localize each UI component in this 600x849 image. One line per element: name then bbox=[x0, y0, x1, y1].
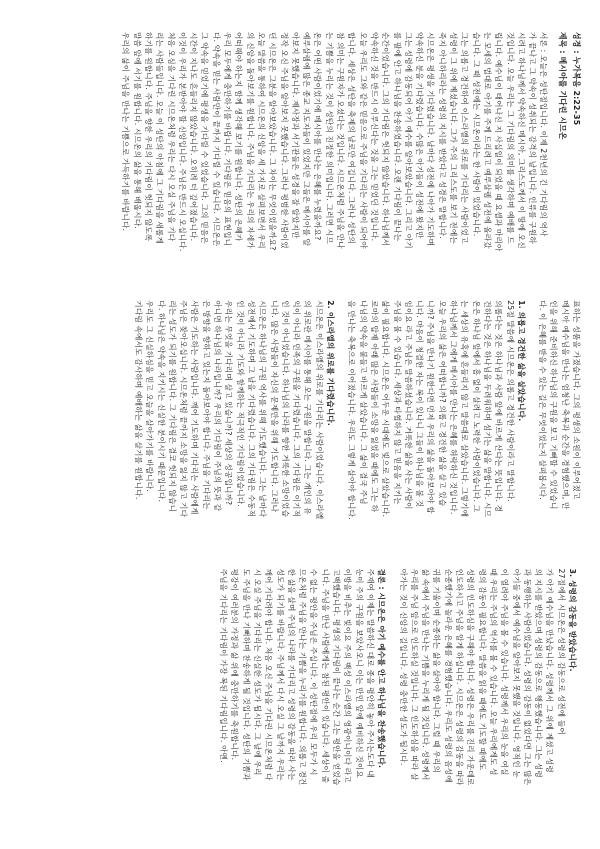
text-line: 오늘 우리의 삶은 어떠합니까? 의롭고 경건한 삶을 살고 있습 bbox=[437, 300, 447, 507]
text-line: 가 끝나고 그 약속이 성취되는 감격의 날입니다. 인류를 구원하 bbox=[528, 32, 538, 244]
text-line: 는 기쁨을 누리는 것이 성탄의 진정한 의미입니다. 그러면 시므 bbox=[324, 32, 334, 244]
text-line: 을 만나는 축복으로 이어졌습니다. 우리도 그렇게 살아야 합니다. bbox=[347, 300, 357, 520]
column-1 bbox=[14, 22, 582, 290]
text-line: 도 주님을 만나 기뻐하며 찬송하게 될 것입니다. 성탄의 기쁨과 bbox=[241, 568, 251, 781]
text-line: 약속하신 것을 반드시 이루신다는 것을 그는 믿었던 것입니다. bbox=[369, 32, 379, 242]
text-line: 아기들 중에서 예수님을 알아보지 못했을 것입니다. 영적인 눈 bbox=[511, 568, 521, 778]
sermon-title: 제목 : 메시아를 기다린 시므온 bbox=[557, 32, 567, 140]
text-line: 것입니다. 오늘 우리는 그 기다림의 의미를 생각하며 예배를 드 bbox=[505, 32, 515, 244]
text-line: 하기를 원합니다. 주님을 향한 우리의 기다림이 헛되지 않도록 bbox=[144, 32, 154, 242]
column-2 bbox=[14, 290, 582, 558]
text-line: 온은 하나님 앞에서 흠 없이 살려고 노력한 사람이었습니다. 그 bbox=[471, 300, 481, 513]
text-line: 의롭다는 것은 하나님과 사람 앞에 바르게 산다는 뜻입니다. 경 bbox=[494, 300, 504, 513]
text-line: 처음 오심을 기다린 시므온처럼 우리는 다시 오실 주님을 기다 bbox=[166, 32, 176, 242]
text-line: 우리도 그 신실하심을 믿고 오늘을 살아가기를 바랍니다. bbox=[145, 300, 155, 492]
paragraph-gap bbox=[531, 300, 537, 548]
text-line: 시려고 하나님께서 약속하신 메시아, 그리스도께서 이 땅에 오신 bbox=[516, 32, 526, 249]
text-line: 리는 성도가 되기를 원합니다. 그 기다림은 결코 헛되지 않습니 bbox=[167, 300, 177, 513]
text-line: 다. 하나님은 약속을 지키시는 신실한 분이시기 때문입니다. bbox=[156, 300, 166, 503]
text-line: 그 약속을 믿었기에 평생을 기다릴 수 있었습니다. 그의 믿음은 bbox=[200, 32, 210, 244]
text-line: 수 없는 평안을 주님은 주십니다. 이 성탄절에 우리 모두가 시 bbox=[309, 568, 319, 776]
text-line: 성령의 인도하심을 구해야 합니다. 성령은 우리를 진리 가운데로 bbox=[466, 568, 476, 786]
text-line: 주님을 볼 수 있습니다. 세상과 타협하지 않고 믿음을 지키는 bbox=[392, 300, 402, 505]
text-line: 시므온은 이스라엘의 위로를 기다리는 사람이었습니다. 이스라엘 bbox=[314, 300, 324, 520]
text-line: 삶 속에서 주님을 만나는 기쁨을 누리게 될 것입니다. 성령께서 bbox=[421, 568, 431, 781]
text-line: 인을 위해 준비하신 하나님의 구원을 보고 기뻐할 수 있었습니 bbox=[549, 300, 559, 510]
text-line: 기다림 속에서도 감사하며 예배하는 삶을 살기를 원합니다. bbox=[134, 300, 144, 500]
text-line: 평강이 여러분의 가정과 삶 위에 충만하기를 축원합니다. bbox=[230, 568, 240, 761]
text-line: 시간이 지나도 흔들리지 않았습니다. 오히려 더 깊어졌습니다. bbox=[189, 32, 199, 242]
text-line: 참 의미는 구원자가 오셨다는 것입니다. 시므온처럼 주님을 만나 bbox=[336, 32, 346, 249]
text-line: 성도가 되기를 바랍니다. 주님께서 다시 오실 그 날까지 우리는 bbox=[275, 568, 285, 781]
text-line: 죽지 아니하리라는 성령의 지시를 받았다고 성경은 말합니다. bbox=[437, 32, 447, 239]
text-line: 정작 오신 주님을 알아보지 못했습니다. 그러나 평범한 사람이었 bbox=[279, 32, 289, 249]
text-line: 가 아기 예수님을 만났습니다. 성령께서 그 위에 계셨고 성령 bbox=[545, 568, 555, 773]
text-line: 니다. 주님을 만난 사람에게는 참된 평안이 있습니다. 세상이 줄 bbox=[320, 568, 330, 784]
text-line: 온은 어떤 사람이었기에 메시아를 만나는 은혜를 누렸을까요? bbox=[313, 32, 323, 241]
text-line: 예루살렘에 많은 종교 지도자들이 있었지만 그들은 메시아를 알 bbox=[302, 32, 312, 247]
text-line: 때 우리는 주님의 역사를 볼 수 있습니다. 오늘 우리에게도 성 bbox=[488, 568, 498, 776]
text-line: 메시아 예수님을 만나는 엄청난 축복과 순간을 경험했으며, 만 bbox=[560, 300, 570, 510]
text-line: 리는 사람들입니다. 오늘 이 성탄의 아침에 그 기다림을 새롭게 bbox=[155, 32, 165, 244]
text-line: 표하는 성품을 가졌습니다. 그의 평생의 소원이 이루어졌고 bbox=[572, 300, 581, 500]
text-line: 주님을 기다리는 기다림이 가장 복된 기다림입니다. 아멘. bbox=[219, 568, 229, 763]
column-3-text bbox=[218, 569, 578, 817]
text-line: 하나님께서 그에게 메시아를 만나는 은혜를 허락하신 것입니다. bbox=[449, 300, 459, 515]
column-3 bbox=[14, 559, 582, 827]
text-line: 아가는 것이 신앙의 길입니다. 성령 충만한 성도가 됩시다. bbox=[398, 568, 408, 766]
text-line: 눈이 주의 구원을 보았사오니 이는 만민 앞에 예비하신 것이요 bbox=[354, 568, 364, 778]
text-line: 이것이 우리가 본받아야 할 신앙입니다. 주님은 반드시 오십니다. bbox=[177, 32, 187, 252]
text-line: 임이요 라고 주님은 말씀하셨습니다. 거룩한 삶을 사는 사람이 bbox=[403, 300, 413, 510]
text-line: 순종했기에 놀라운 은혜를 경험했습니다. 우리도 성령의 음성에 bbox=[443, 568, 453, 783]
text-line: 다. 이 은혜를 받을 수 있는 길은 무엇이었는지 살펴봅시다. bbox=[538, 300, 548, 500]
text-line: 은 방향을 향하고 있는지 돌아보아야 합니다. 주님을 기다리는 bbox=[201, 300, 211, 510]
text-line: 오늘 우리도 그와 같은 믿음으로 주님을 기다리는 사람이 되어야 bbox=[358, 32, 368, 249]
text-line: 그는 성령에 감동되어 아기 예수를 알아보았습니다. 그리고 아기 bbox=[403, 32, 413, 249]
text-line: 고백했습니다. 평생의 기다림이 끝나는 순간 그는 평안을 얻었습 bbox=[332, 568, 342, 786]
section-heading: 3. 성령의 감동을 받았습니다. bbox=[568, 568, 577, 672]
scripture-reference: 성경 : 누가복음 2:22-35 bbox=[572, 32, 581, 126]
text-line: 는 세상의 유혹에 흔들리지 않고 말씀대로 살았습니다. 그렇기에 bbox=[460, 300, 470, 518]
text-line: 우리의 삶이 주님을 만나는 기쁨으로 가득하기를 바랍니다. bbox=[121, 32, 131, 232]
text-line: 우리는 무엇을 기다리며 살고 있습니까? 세상의 성공입니까? bbox=[224, 300, 234, 506]
text-line: 습니다. 그 때 성전에는 시므온이라는 한 사람이 있었습니다. bbox=[471, 32, 481, 237]
text-line: 서론 : 오늘은 성탄절입니다. 이제 2천년의 긴 기다림의 역사 bbox=[539, 32, 549, 237]
text-line: 어떠해야 하는지 함께 생각해 보기를 원합니다. 성탄의 은혜가 bbox=[234, 32, 244, 242]
sermon-columns bbox=[14, 22, 582, 827]
text-line: 사람은 기도하는 사람입니다. 깨어 기도하며 기다리는 사람에게 bbox=[190, 300, 200, 515]
text-line: 깨어 기다려야 합니다. 처음 오신 주님을 기다린 시므온처럼 다 bbox=[264, 568, 274, 781]
text-line: 의 위로란 메시아를 통해 오는 구원을 말합니다. 그는 개인의 유 bbox=[303, 300, 313, 515]
section-heading: 결론 : 시므온은 아기 예수를 안고 하나님을 찬송했습니다. bbox=[377, 568, 387, 769]
text-line: 주재여 이제는 말씀하신 대로 종을 평안히 놓아 주시는도다 내 bbox=[365, 568, 375, 778]
text-line: 니까? 주님을 만나기 원한다면 먼저 우리의 삶을 돌아보아야 합 bbox=[426, 300, 436, 514]
text-line: 삶이 필요합니다. 시므온은 어두운 시대에도 빛으로 살았습니다. bbox=[381, 300, 391, 518]
text-line: 그는 의롭고 경건하여 이스라엘의 위로를 기다리는 사람이었고 bbox=[460, 32, 470, 244]
text-line: 25절 말씀에 시므온은 의롭고 경건한 사람이라고 말합니다. bbox=[505, 300, 515, 502]
text-line: 합니다. 세상은 성탄을 축제의 날로만 여깁니다. 그러나 성탄의 bbox=[347, 32, 357, 244]
text-line: 의 지시를 받았으며 성령의 감동으로 행동했습니다. 그는 성령 bbox=[534, 568, 544, 778]
text-line: 를 팔에 안고 하나님을 찬송하였습니다. 오랜 기다림이 끝나는 bbox=[392, 32, 402, 242]
text-line: 성전에서 기도하며 그 날을 기다렸습니다. 그의 기다림은 수동적 bbox=[246, 300, 256, 518]
column-2-text bbox=[133, 300, 582, 548]
text-line: 순간이었습니다. 그의 기다림은 헛되지 않았습니다. 하나님께서 bbox=[381, 32, 391, 247]
text-line: 시므온은 하나님의 구원 역사를 위해 기도했습니다. 그는 날마다 bbox=[258, 300, 268, 518]
text-line: 의 신앙을 돌아보기를 원합니다. 주님을 기다리는 우리의 자세가 bbox=[245, 32, 255, 249]
text-line: 인도하시고 주님을 알게 하십니다. 시므온은 성령의 감동을 따라 bbox=[455, 568, 465, 786]
text-line: 인 것이 아니라 기도와 함께하는 적극적인 기다림이었습니다. bbox=[235, 300, 245, 507]
text-line: 아니면 하나님의 나라입니까? 우리의 기다림이 주님의 뜻과 같 bbox=[213, 300, 223, 512]
text-line: 나님의 약속을 붙들고 바르게 살았습니다. 그 삶이 결국 주님 bbox=[358, 300, 368, 505]
text-line: 익이 아니라 민족의 구원을 기다렸습니다. 그의 기다림은 이기적 bbox=[292, 300, 302, 518]
text-line: 귀를 기울이며 순종하는 삶을 살아야 합니다. 그럴 때 우리의 bbox=[432, 568, 442, 773]
text-line: 건하다는 것은 하나님을 두려워하며 섬기는 삶을 말합니다. 시므 bbox=[482, 300, 492, 518]
text-line: 던 시므온은 그분을 알아보았습니다. 그 차이는 무엇이었을까요? bbox=[268, 32, 278, 251]
text-line: 니다. 많은 사람들이 자신의 문제만을 위해 기도합니다. 그러나 bbox=[269, 300, 279, 513]
text-line: 한 삶을 살며 주님의 나라를 기다리고 성령의 감동을 따라 사는 bbox=[286, 568, 296, 781]
text-line: 우리 모두에게 충만하기를 바랍니다. 기다림은 믿음의 표현입니 bbox=[223, 32, 233, 247]
column-1-text bbox=[120, 32, 549, 280]
text-line: 령의 감동이 필요합니다. 말씀을 읽을 때에도 기도할 때에도 bbox=[477, 568, 487, 771]
text-line: 로마의 압제 아래 많은 사람들이 소망을 잃었을 때에도 그는 하 bbox=[369, 300, 379, 513]
text-line: 시 오실 주님을 기다리는 신실한 성도가 됩시다. 그 날에 우리 bbox=[252, 568, 262, 776]
text-line: 아보지 못했습니다. 제사장과 서기관들은 성경을 잘 알았지만 bbox=[290, 32, 300, 239]
text-line: 주님은 찾아오십니다. 시므온처럼 끝까지 소망을 잃지 않고 기다 bbox=[179, 300, 189, 518]
section-heading: 1. 의롭고 경건한 삶을 살았습니다. bbox=[516, 300, 526, 422]
text-line: 시므온은 평생을 기다렸습니다. 날마다 성전에 나아가 기도하며 bbox=[426, 32, 436, 247]
section-heading: 2. 이스라엘의 위로를 기다렸습니다. bbox=[326, 300, 336, 426]
text-line: 말씀 앞에 서기를 원합니다. 시므온의 삶을 통해 배웁시다. bbox=[132, 32, 142, 229]
text-line: 립니다. 예수님이 태어나신 지 사십일이 되었을 때 요셉과 마리아 bbox=[494, 32, 504, 252]
text-line: 인 것이 아니었습니다. 하나님의 나라를 향한 거룩한 소망이었습 bbox=[280, 300, 290, 518]
text-line: 니다. 마음이 청결한 자는 복이 있나니 그들이 하나님을 볼 것 bbox=[415, 300, 425, 508]
text-line: 성령이 그 위에 계셨습니다. 그가 주의 그리스도를 보기 전에는 bbox=[449, 32, 459, 244]
text-line: 이방을 비추는 빛이요 주의 백성 이스라엘의 영광이니이다 라고 bbox=[343, 568, 353, 783]
text-line: 우리를 주님 앞으로 인도하실 것입니다. 그 인도하심을 따라 살 bbox=[409, 568, 419, 781]
text-line: 과 동행하는 사람이었습니다. 성령의 감동이 없었다면 그는 많은 bbox=[522, 568, 532, 786]
text-line: 약속하신 분을 기다렸습니다. 수많은 아기들이 성전에 왔지만 bbox=[415, 32, 425, 239]
text-line: 27절에서 시므온은 성령의 감동으로 성전에 들어 bbox=[556, 568, 566, 735]
text-line: 다. 약속을 믿는 사람만이 끝까지 기다릴 수 있습니다. 시므온은 bbox=[211, 32, 221, 247]
text-line: 오늘 말씀을 통하여 시므온의 신앙을 세 가지로 살펴보면서 우리 bbox=[256, 32, 266, 249]
text-line: 므온처럼 주님을 만나는 기쁨을 누리기를 원합니다. 의롭고 경건 bbox=[298, 568, 308, 786]
text-line: 이 열려야 주님을 볼 수 있습니다. 성령께서 우리의 눈을 여실 bbox=[500, 568, 510, 776]
text-line: 는 모세의 법대로 아기를 주께 드리려고 예루살렘 성전에 올라갔 bbox=[482, 32, 492, 249]
